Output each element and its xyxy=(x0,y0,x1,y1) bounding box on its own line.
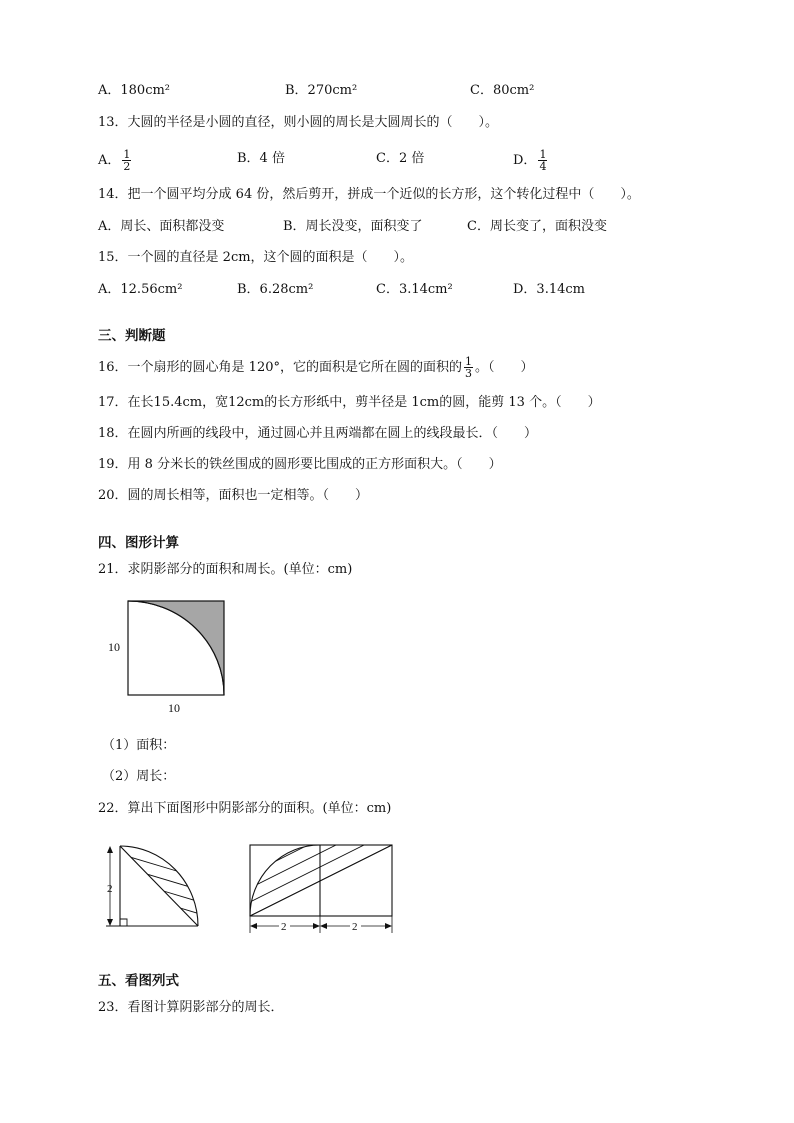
arrow-down-icon xyxy=(107,919,113,926)
q14-option-c: C．周长变了，面积没变 xyxy=(467,219,607,234)
fraction-one-quarter: $\frac{1}{4}$ xyxy=(539,148,547,173)
q12-option-a: A．180cm² xyxy=(98,83,171,98)
q22-fig1-label: 2 xyxy=(107,883,113,895)
arrow-right-icon xyxy=(313,923,320,929)
q22-fig2-diagonal xyxy=(250,845,392,916)
arrow-left-icon xyxy=(320,923,327,929)
q18: 18．在圆内所画的线段中，通过圆心并且两端都在圆上的线段最长．（ ） xyxy=(98,426,538,441)
section-title-judgement: 三、判断题 xyxy=(98,328,166,344)
q22-figure-2 xyxy=(245,840,400,936)
q12-option-c: C．80cm² xyxy=(470,83,535,98)
arrow-right-icon xyxy=(385,923,392,929)
q15-stem: 15．一个圆的直径是 2cm，这个圆的面积是（ ）。 xyxy=(98,250,414,265)
q22-figure-1 xyxy=(100,840,210,932)
right-angle-mark xyxy=(120,919,127,926)
q13-stem: 13．大圆的半径是小圆的直径，则小圆的周长是大圆周长的（ ）。 xyxy=(98,115,499,130)
q22-fig2-label-left: 2 xyxy=(281,921,287,933)
q20: 20．圆的周长相等，面积也一定相等。（ ） xyxy=(98,488,369,503)
q15-option-a: A．12.56cm² xyxy=(98,282,183,297)
section-title-figure-calc: 四、图形计算 xyxy=(98,535,179,551)
q15-option-d: D．3.14cm xyxy=(513,282,585,297)
q15-option-b: B．6.28cm² xyxy=(237,282,314,297)
q19: 19．用 8 分米长的铁丝围成的圆形要比围成的正方形面积大。（ ） xyxy=(98,457,502,472)
q21-perimeter-label: （2）周长： xyxy=(102,769,176,784)
arrow-up-icon xyxy=(107,846,113,853)
q15-option-c: C．3.14cm² xyxy=(376,282,453,297)
q23: 23．看图计算阴影部分的周长． xyxy=(98,1000,284,1015)
q14-option-b: B．周长没变，面积变了 xyxy=(283,219,423,234)
arrow-left-icon xyxy=(250,923,257,929)
q22-stem: 22．算出下面图形中阴影部分的面积。(单位：cm) xyxy=(98,801,392,816)
fraction-one-half: $\frac{1}{2}$ xyxy=(123,148,131,173)
q13-option-c: C．2 倍 xyxy=(376,151,425,166)
q21-bottom-label: 10 xyxy=(168,701,180,715)
section-title-picture-equation: 五、看图列式 xyxy=(98,973,179,989)
q21-shaded-region xyxy=(128,601,224,695)
q17: 17．在长15.4cm，宽12cm的长方形纸中，剪半径是 1cm的圆，能剪 13 个。（ ） xyxy=(98,395,601,410)
q12-option-b: B．270cm² xyxy=(285,83,358,98)
q13-option-d: D． $\frac{1}{4}$ xyxy=(513,148,547,173)
q13-option-b: B．4 倍 xyxy=(237,151,285,166)
q22-fig2-label-right: 2 xyxy=(352,921,358,933)
q16: 16．一个扇形的圆心角是 120°，它的面积是它所在圆的面积的 $\frac{1}{3}$ 。（ ） xyxy=(98,355,534,380)
q21-stem: 21．求阴影部分的面积和周长。(单位：cm) xyxy=(98,562,353,577)
q22-fig2-arc xyxy=(250,845,320,916)
q14-stem: 14．把一个圆平均分成 64 份，然后剪开，拼成一个近似的长方形，这个转化过程中（ ）。 xyxy=(98,187,640,202)
fraction-one-third: $\frac{1}{3}$ xyxy=(465,355,472,380)
q14-option-a: A．周长、面积都没变 xyxy=(98,219,225,234)
q21-side-label: 10 xyxy=(108,640,120,654)
q21-area-label: （1）面积： xyxy=(102,738,176,753)
q21-figure xyxy=(100,594,240,718)
q13-option-a: A． $\frac{1}{2}$ xyxy=(98,148,131,173)
